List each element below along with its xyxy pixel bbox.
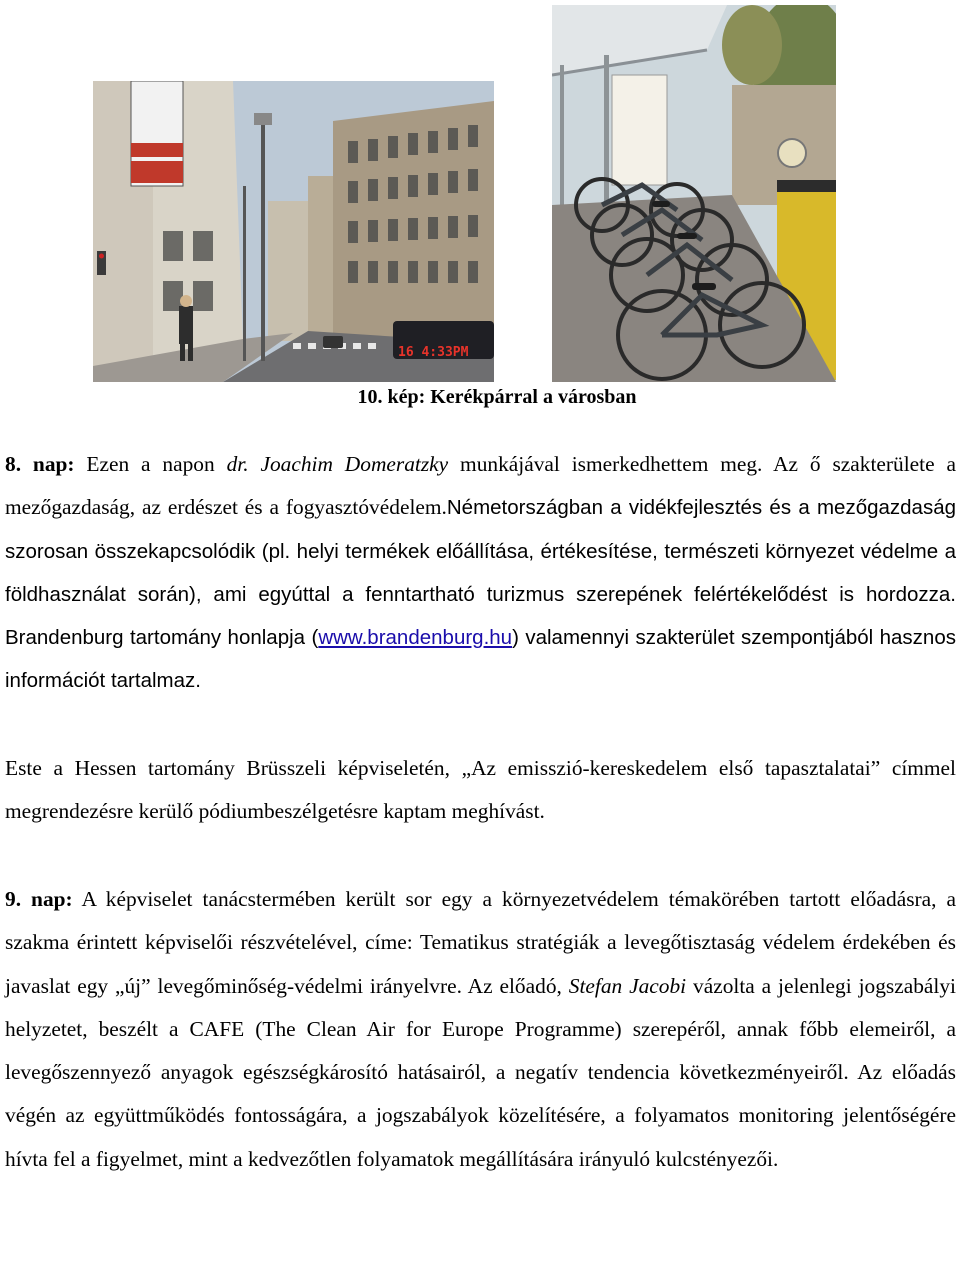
photo-timestamp: 16 4:33PM (398, 345, 469, 360)
figure-caption: 10. kép: Kerékpárral a városban (357, 386, 637, 408)
paragraph-text: vázolta a jelenlegi jogszabályi helyzetet, beszélt a CAFE (The Clean Air for Europe Programme) szerepéről, annak főbb elemeiről, a levegőszennyező anyagok egészségkárosító hatásairól, a negatív tendencia következményeiről. Az előadás végén az együttműködés fontosságára, a jogszabályok közelítésére, a folyamatos monitoring jelentőségére hívta fel a figyelmet, mint a kedvezőtlen folyamatok megállítására irányuló kulcstényezői. (5, 973, 956, 1171)
street-photo (93, 81, 494, 382)
paragraph-text: A képviselet tanácstermében került sor egy a környezetvédelem témakörében tartott előadásra, a szakma érintett képviselői részvételével, címe: Tematikus stratégiák a levegőtisztaság védelem érdekében és javaslat egy „új” levegőminőség-védelmi irányelvre. Az előadó, (5, 887, 956, 998)
paragraph-evening (5, 747, 956, 834)
speaker-name: Stefan Jacobi (568, 973, 687, 998)
paragraph-day-8 (5, 443, 956, 703)
brandenburg-link[interactable]: www.brandenburg.hu (318, 626, 513, 650)
paragraph-text: ) valamennyi szakterület szempontjából hasznos információt tartalmaz. (5, 626, 956, 693)
person-name: Joachim Domeratzky (248, 452, 449, 476)
title-dr: dr. (226, 452, 249, 476)
day-label: 8. nap: (5, 452, 75, 476)
bike-rack-photo (552, 5, 836, 382)
paragraph-text: Ezen a napon (74, 452, 227, 476)
paragraph-text: munkájával ismerkedhettem meg. Az ő szakterülete a mezőgazdaság, az erdészet és a fogyasztóvédelem. (5, 452, 956, 520)
paragraph-day-9 (5, 878, 956, 1181)
paragraph-text-sans (5, 496, 956, 692)
street-photo-image (93, 81, 494, 382)
day-label: 9. nap: (5, 887, 73, 911)
paragraph-text: Németországban a vidékfejlesztés és a mezőgazdaság szorosan összekapcsolódik (pl. helyi termékek előállítása, értékesítése, természeti környezet védelme a földhasználat során), ami egyúttal a fenntartható turizmus szerepének felértékelődést is hordozza. Brandenburg tartomány honlapja ( (5, 496, 957, 650)
bike-rack-photo-image (552, 5, 836, 382)
paragraph-text: Este a Hessen tartomány Brüsszeli képviseletén, „Az emisszió-kereskedelem első tapasztalatai” címmel megrendezésre kerülő pódiumbeszélgetésre kaptam meghívást. (5, 756, 956, 824)
